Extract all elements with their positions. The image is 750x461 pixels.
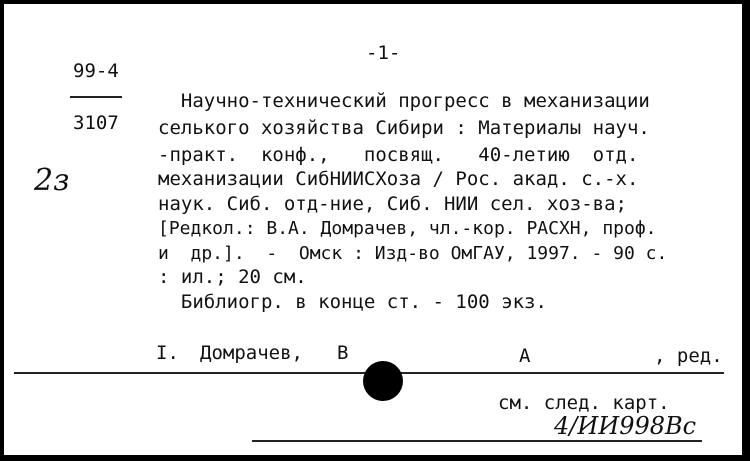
body-line-8: : ил.; 20 см. [158, 266, 307, 288]
body-line-9: Библиогр. в конце ст. - 100 экз. [158, 291, 547, 313]
body-line-1: Научно-технический прогресс в механизации [158, 90, 650, 112]
inventory-note: 4/ИИ998Вс [554, 412, 697, 440]
body-line-5: наук. Сиб. отд-ние, Сиб. НИИ сел. хоз-ва; [158, 193, 627, 215]
catalog-card [4, 4, 744, 457]
entry-surname: Домрачев, [200, 342, 303, 364]
entry-role: , ред. [654, 345, 723, 367]
body-line-7: и др.]. - Омск : Изд-во ОмГАУ, 1997. - 90 с. [158, 243, 668, 264]
shelfmark-bottom: 3107 [73, 112, 119, 134]
body-line-6: [Редкол.: В.А. Домрачев, чл.-кор. РАСХН, проф. [158, 218, 657, 239]
entry-number: I. [156, 342, 179, 364]
handwritten-mark: 2з [34, 163, 70, 198]
punch-hole [363, 361, 403, 401]
body-line-2: селького хозяйства Сибири : Материалы науч. [158, 117, 650, 139]
shelfmark-divider [70, 96, 122, 98]
see-next-card: см. след. карт. [498, 392, 670, 414]
bottom-rule [252, 440, 702, 442]
entry-initial-2: А [519, 345, 531, 367]
page-number: -1- [366, 42, 401, 64]
entry-initial-1: В [337, 342, 349, 364]
body-line-3: -практ. конф., посвящ. 40-летию отд. [158, 144, 639, 166]
body-line-4: механизации СибНИИСХоза / Рос. акад. с.-х. [158, 168, 639, 190]
shelfmark-top: 99-4 [73, 60, 119, 82]
